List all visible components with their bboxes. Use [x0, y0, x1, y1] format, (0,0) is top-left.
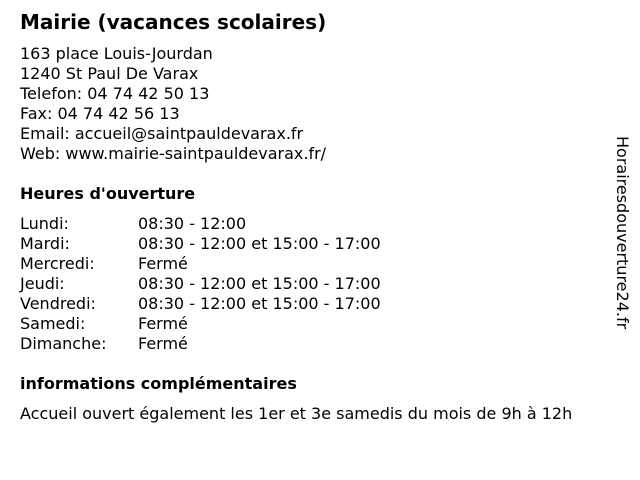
day-label: Samedi: [20, 314, 86, 333]
day-label: Jeudi: [20, 274, 65, 293]
day-label: Vendredi: [20, 294, 96, 313]
address-line: 163 place Louis-Jourdan [20, 44, 213, 63]
site-watermark: Horairesdouverture24.fr [613, 136, 632, 330]
hours-value: 08:30 - 12:00 et 15:00 - 17:00 [138, 234, 381, 253]
hours-value: 08:30 - 12:00 et 15:00 - 17:00 [138, 294, 381, 313]
hours-value: 08:30 - 12:00 et 15:00 - 17:00 [138, 274, 381, 293]
info-heading: informations complémentaires [20, 374, 297, 393]
city-line: 1240 St Paul De Varax [20, 64, 199, 83]
hours-value: Fermé [138, 334, 188, 353]
phone-line: Telefon: 04 74 42 50 13 [20, 84, 210, 103]
email-line: Email: accueil@saintpauldevarax.fr [20, 124, 304, 143]
hours-heading: Heures d'ouverture [20, 184, 196, 203]
day-label: Lundi: [20, 214, 69, 233]
day-label: Dimanche: [20, 334, 107, 353]
hours-value: Fermé [138, 254, 188, 273]
day-label: Mercredi: [20, 254, 95, 273]
hours-value: Fermé [138, 314, 188, 333]
day-label: Mardi: [20, 234, 70, 253]
web-line: Web: www.mairie-saintpauldevarax.fr/ [20, 144, 327, 163]
hours-value: 08:30 - 12:00 [138, 214, 247, 233]
contact-block [20, 44, 326, 164]
page-title: Mairie (vacances scolaires) [20, 10, 327, 34]
info-text: Accueil ouvert également les 1er et 3e samedis du mois de 9h à 12h [20, 404, 573, 423]
fax-line: Fax: 04 74 42 56 13 [20, 104, 180, 123]
